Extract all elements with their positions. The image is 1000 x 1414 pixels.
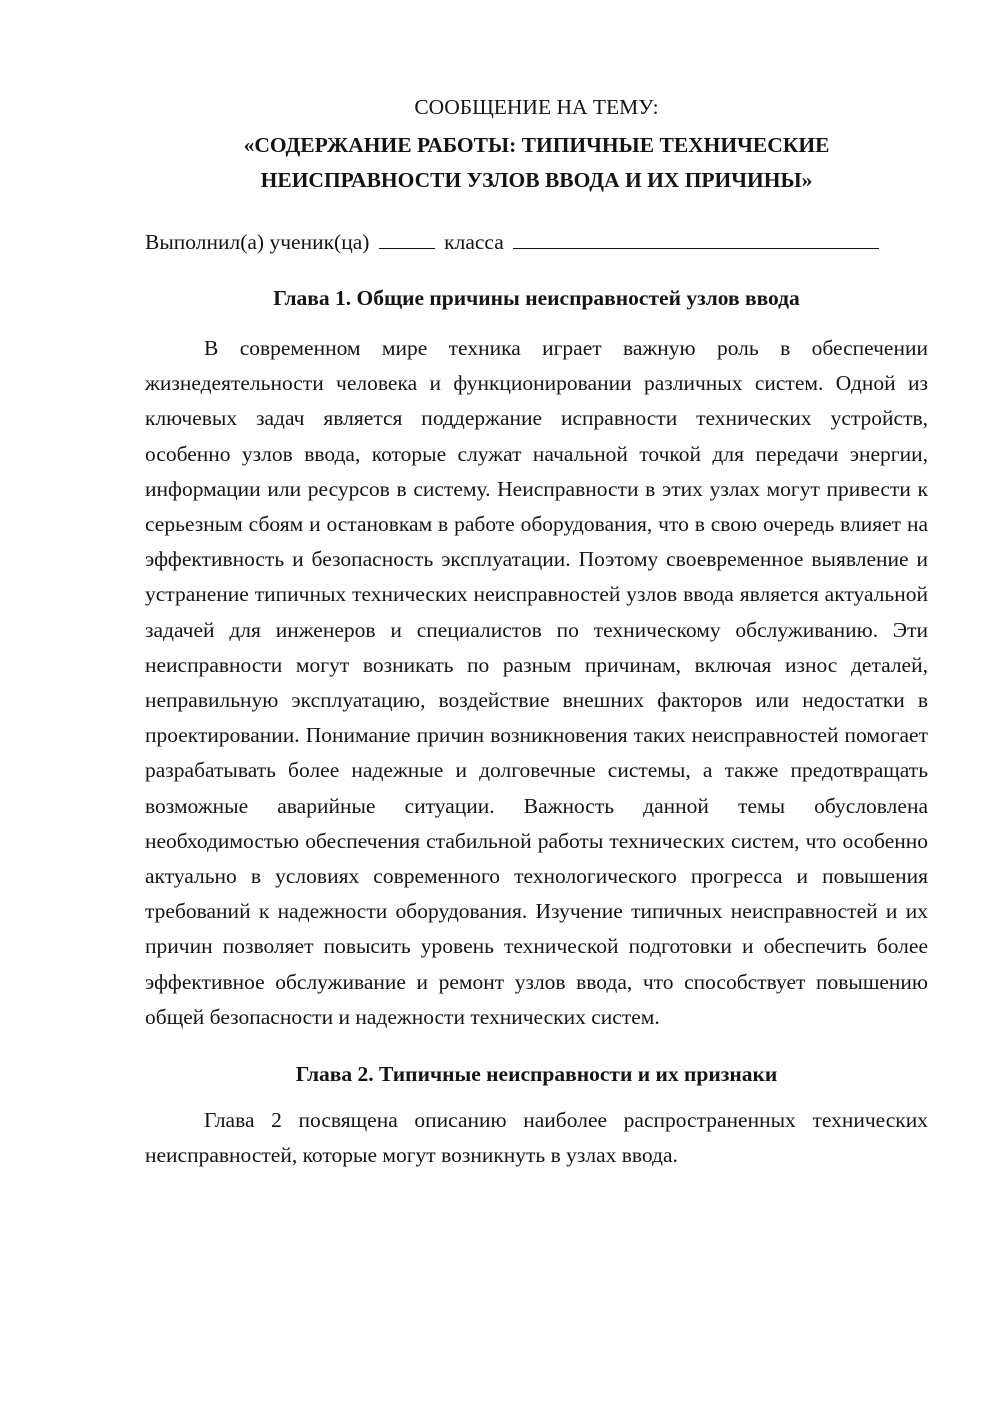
chapter1-heading: Глава 1. Общие причины неисправностей узлов ввода — [273, 286, 800, 310]
performer-label: Выполнил(а) ученик(ца) — [145, 230, 370, 254]
performer-line — [145, 226, 928, 257]
document-title: «СОДЕРЖАНИЕ РАБОТЫ: ТИПИЧНЫЕ ТЕХНИЧЕСКИЕ НЕИСПРАВНОСТИ УЗЛОВ ВВОДА И ИХ ПРИЧИНЫ» — [243, 133, 830, 192]
class-number-blank — [379, 226, 435, 249]
chapter2-heading: Глава 2. Типичные неисправности и их признаки — [295, 1062, 778, 1087]
document-header: СООБЩЕНИЕ НА ТЕМУ: — [414, 95, 659, 119]
class-label: класса — [444, 230, 504, 254]
chapter2-paragraph: Глава 2 посвящена описанию наиболее распространенных технических неисправностей, которые могут возникнуть в узлах ввода. — [145, 1108, 928, 1168]
performer-name-blank — [513, 226, 879, 249]
chapter1-paragraph: В современном мире техника играет важную роль в обеспечении жизнедеятельности человека и функционировании различных систем. Одной из ключевых задач является поддержание исправности технических устройств, особенно узлов ввода, которые служат начальной точкой для передачи энергии, информации или ресурсов в систему. Неисправности в этих узлах могут привести к серьезным сбоям и остановкам в работе оборудования, что в свою очередь влияет на эффективность и безопасность эксплуатации. Поэтому своевременное выявление и устранение типичных технических неисправностей узлов ввода является актуальной задачей для инженеров и специалистов по техническому обслуживанию. Эти неисправности могут возникать по разным причинам, включая износ деталей, неправильную эксплуатацию, воздействие внешних факторов или недостатки в проектировании. Понимание причин возникновения таких неисправностей помогает разрабатывать более надежные и долговечные системы, а также предотвращать возможные аварийные ситуации. Важность данной темы обусловлена необходимостью обеспечения стабильной работы технических систем, что особенно актуально в условиях современного технологического прогресса и повышения требований к надежности оборудования. Изучение типичных неисправностей и их причин позволяет повысить уровень технической подготовки и обеспечить более эффективное обслуживание и ремонт узлов ввода, что способствует повышению общей безопасности и надежности технических систем. — [145, 336, 928, 1029]
document-page — [145, 92, 928, 1173]
